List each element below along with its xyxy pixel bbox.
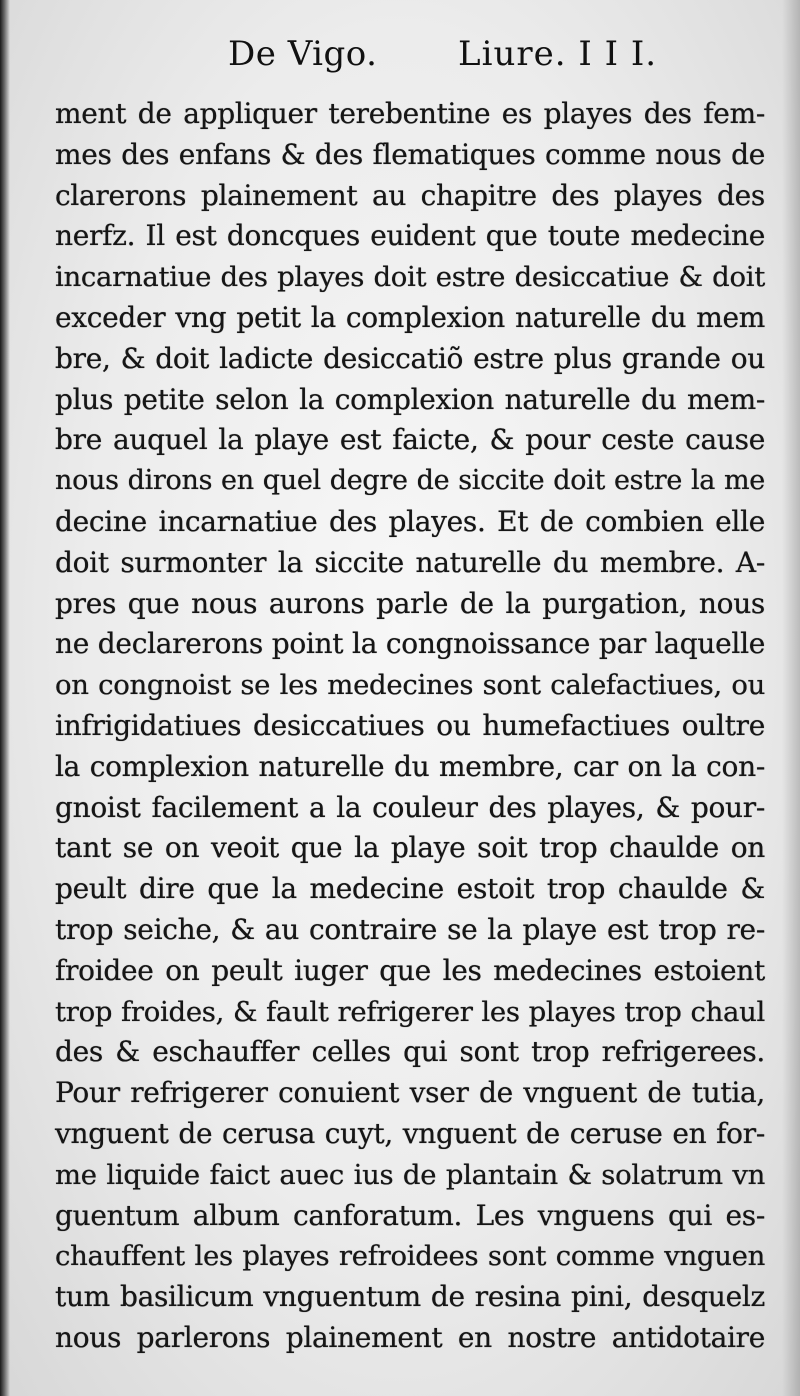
page-gutter-shadow xyxy=(0,0,10,1396)
text-line: me liquide faict auec ius de plantain & solatrum vn xyxy=(55,1158,765,1191)
text-line: vnguent de cerusa cuyt, vnguent de ceruse en for- xyxy=(55,1116,765,1150)
text-line: Pour refrigerer conuient vser de vnguent de tutia, xyxy=(55,1076,765,1110)
text-line: mes des enfans & des flematiques comme nous de xyxy=(55,137,765,171)
text-line: ne declarerons point la congnoissance par laquelle xyxy=(55,627,765,661)
text-line: infrigidatiues desiccatiues ou humefactiues oultre xyxy=(55,708,765,742)
text-line: gnoist facilement a la couleur des playes, & pour- xyxy=(55,790,765,824)
text-line: bre auquel la playe est faicte, & pour ceste cause xyxy=(55,423,765,457)
text-line: nous dirons en quel degre de siccite doit estre la me xyxy=(55,465,765,497)
text-line: tant se on veoit que la playe soit trop chaulde on xyxy=(55,831,765,865)
text-line: nerfz. Il est doncques euident que toute medecine xyxy=(55,219,765,253)
text-line: incarnatiue des playes doit estre desiccatiue & doit xyxy=(55,261,765,294)
text-line: peult dire que la medecine estoit trop chaulde & xyxy=(55,872,765,906)
text-line: bre, & doit ladicte desiccatiõ estre plus grande ou xyxy=(55,341,765,375)
text-line: froidee on peult iuger que les medecines estoient xyxy=(55,953,765,987)
text-line: doit surmonter la siccite naturelle du membre. A- xyxy=(55,545,765,579)
text-line: ment de appliquer terebentine es playes des fem- xyxy=(55,97,765,130)
text-line: tum basilicum vnguentum de resina pini, desquelz xyxy=(55,1280,765,1314)
text-line: des & eschauffer celles qui sont trop refrigerees. xyxy=(55,1035,765,1069)
text-line: on congnoist se les medecines sont calefactiues, ou xyxy=(55,669,765,702)
text-line: exceder vng petit la complexion naturelle du mem xyxy=(55,300,765,334)
text-line: pres que nous aurons parle de la purgation, nous xyxy=(55,586,765,620)
text-line: clarerons plainement au chapitre des playes des xyxy=(55,178,765,212)
text-line: trop seiche, & au contraire se la playe est trop re- xyxy=(55,912,765,946)
running-head-book-number: Liure. I I I. xyxy=(458,34,658,74)
text-line: plus petite selon la complexion naturelle du mem- xyxy=(55,382,765,416)
text-line: chauffent les playes refroidees sont comme vnguen xyxy=(55,1240,765,1273)
text-line: la complexion naturelle du membre, car on la con- xyxy=(55,749,765,783)
page-edge-shadow xyxy=(782,0,800,1396)
text-line: decine incarnatiue des playes. Et de combien elle xyxy=(55,504,765,538)
running-head-title: De Vigo. xyxy=(228,34,378,74)
text-line: nous parlerons plainement en nostre antidotaire xyxy=(55,1320,765,1354)
running-head xyxy=(0,34,800,82)
body-text xyxy=(55,94,765,1359)
text-line: trop froides, & fault refrigerer les playes trop chaul xyxy=(55,995,765,1028)
text-line: guentum album canforatum. Les vnguens qui es- xyxy=(55,1198,765,1232)
